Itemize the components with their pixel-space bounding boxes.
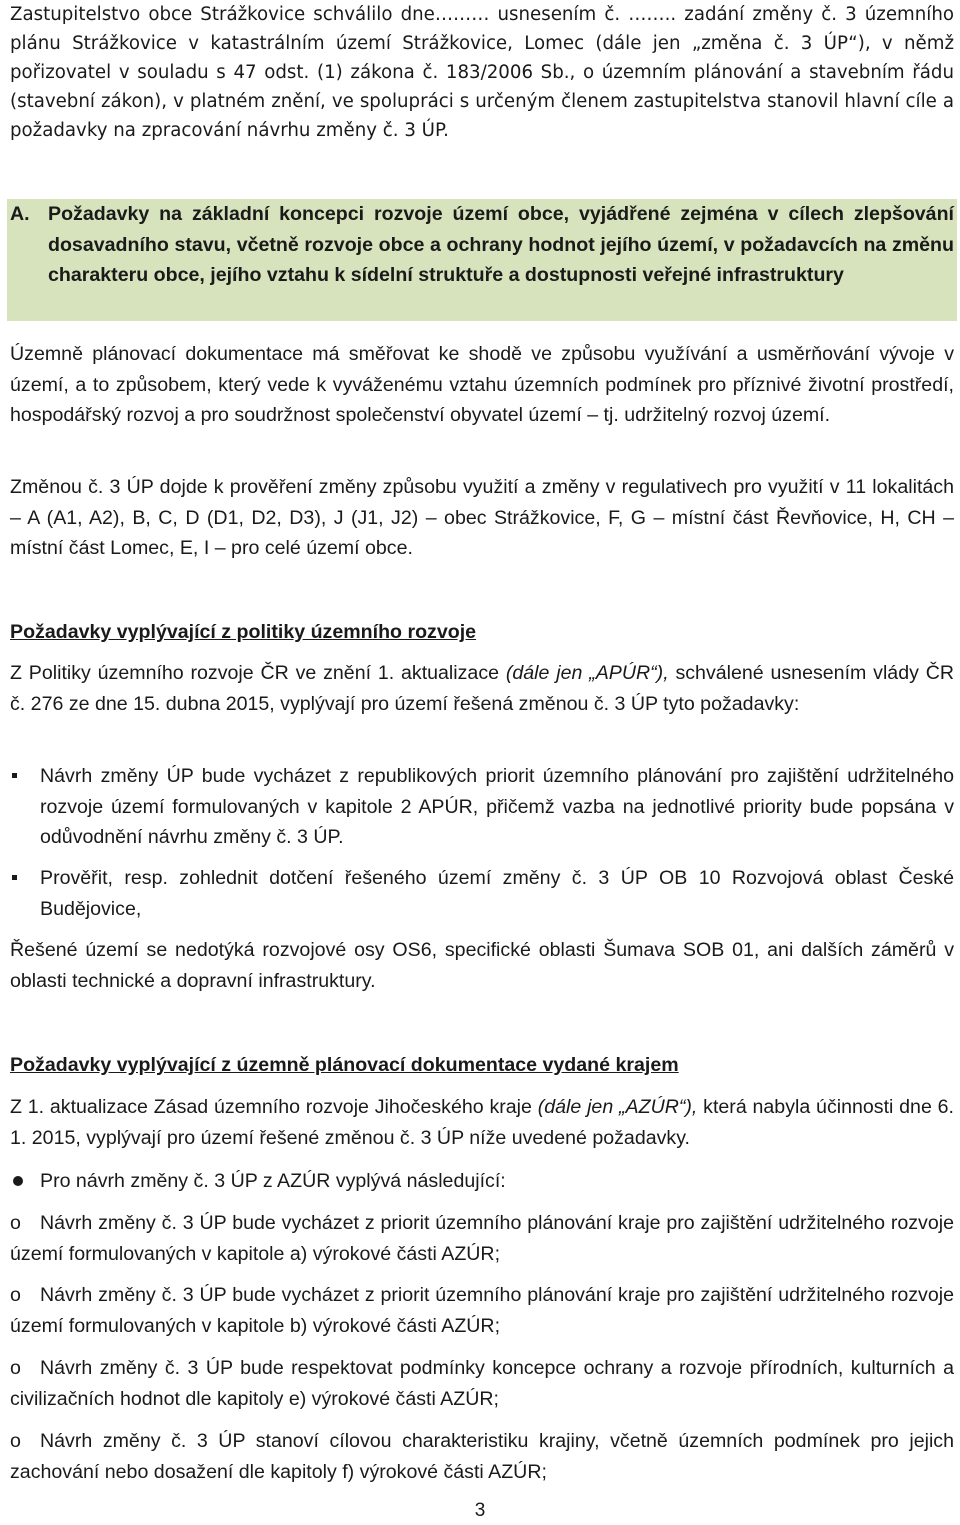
list-item: Prověřit, resp. zohlednit dotčení řešeného území změny č. 3 ÚP OB 10 Rozvojová oblast České Budějovice,	[10, 863, 954, 924]
paragraph-os6: Řešené území se nedotýká rozvojové osy OS6, specifické oblasti Šumava SOB 01, ani dalších záměrů v oblasti technické a dopravní infrastruktury.	[10, 939, 954, 992]
square-bullet-icon	[12, 773, 17, 778]
intro-paragraph: Zastupitelstvo obce Strážkovice schválilo dne……… usnesením č. …….. zadání změny č. 3 územního plánu Strážkovice v katastrálním území Strážkovice, Lomec (dále jen „změna č. 3 ÚP“), v němž pořizovatel v souladu s 47 odst. (1) zákona č. 183/2006 Sb., o územním plánování a stavebním řádu (stavební zákon), v platném znění, ve spolupráci s určeným členem zastupitelstva stanovil hlavní cíle a požadavky na zpracování návrhu změny č. 3 ÚP.	[10, 4, 954, 141]
section-a-label: A.	[10, 203, 30, 225]
list-item: Návrh změny ÚP bude vycházet z republikových priorit územního plánování pro zajištění udržitelného rozvoje území formulovaných v kapitole 2 APÚR, přičemž vazba na jednotlivé priority bude popsána v odůvodnění návrhu změny č. 3 ÚP.	[10, 761, 954, 853]
page-number: 3	[474, 1500, 486, 1521]
square-bullet-icon	[12, 875, 17, 880]
apur-abbreviation: (dále jen „APÚR“),	[505, 662, 669, 684]
paragraph-azur: Z 1. aktualizace Zásad územního rozvoje Jihočeského kraje (dále jen „AZÚR“), která nabyla účinnosti dne 6. 1. 2015, vyplývají pro území řešené změnou č. 3 ÚP níže uvedené požadavky.	[10, 1096, 954, 1149]
paragraph-apur: Z Politiky územního rozvoje ČR ve znění 1. aktualizace (dále jen „APÚR“), schválené usnesením vlády ČR č. 276 ze dne 15. dubna 2015, vyplývají pro území řešená změnou č. 3 ÚP tyto požadavky:	[10, 662, 955, 715]
heading-regional-requirements: Požadavky vyplývající z územně plánovací dokumentace vydané krajem	[10, 1054, 679, 1076]
round-bullet-icon	[13, 1176, 23, 1186]
paragraph-localities: Změnou č. 3 ÚP dojde k prověření změny způsobu využití a změny v regulativech pro využití v 11 lokalitách – A (A1, A2), B, C, D (D1, D2, D3), J (J1, J2) – obec Strážkovice, F, G – místní část Řevňovice, H, CH – místní část Lomec, E, I – pro celé území obce.	[10, 476, 954, 559]
list-item: o Návrh změny č. 3 ÚP bude vycházet z priorit územního plánování kraje pro zajištění udržitelného rozvoje území formulovaných v kapitole b) výrokové části AZÚR;	[10, 1280, 954, 1341]
heading-policy-requirements: Požadavky vyplývající z politiky územního rozvoje	[10, 621, 477, 643]
section-a-title: Požadavky na základní koncepci rozvoje území obce, vyjádřené zejména v cílech zlepšování dosavadního stavu, včetně rozvoje obce a ochrany hodnot jejího území, v požadavcích na změnu charakteru obce, jejího vztahu k sídelní struktuře a dostupnosti veřejné infrastruktury	[48, 203, 954, 286]
list-item: o Návrh změny č. 3 ÚP stanoví cílovou charakteristiku krajiny, včetně územních podmínek pro jejich zachování nebo dosažení dle kapitoly f) výrokové části AZÚR;	[10, 1426, 954, 1487]
o-bullet: o	[10, 1430, 21, 1452]
o-bullet: o	[10, 1212, 21, 1234]
o-bullet: o	[10, 1284, 21, 1306]
list-item: o Návrh změny č. 3 ÚP bude vycházet z priorit územního plánování kraje pro zajištění udržitelného rozvoje území formulovaných v kapitole a) výrokové části AZÚR;	[10, 1208, 954, 1269]
paragraph-sustainable-development: Územně plánovací dokumentace má směřovat ke shodě ve způsobu využívání a usměrňování vývoje v území, a to způsobem, který vede k vyváženému vztahu územních podmínek pro příznivé životní prostředí, hospodářský rozvoj a pro soudržnost společenství obyvatel území – tj. udržitelný rozvoj území.	[10, 343, 954, 426]
list-item: o Návrh změny č. 3 ÚP bude respektovat podmínky koncepce ochrany a rozvoje přírodních, kulturních a civilizačních hodnot dle kapitoly e) výrokové části AZÚR;	[10, 1353, 954, 1414]
o-bullet: o	[10, 1357, 21, 1379]
list-item: Pro návrh změny č. 3 ÚP z AZÚR vyplývá následující:	[10, 1166, 954, 1197]
azur-abbreviation: (dále jen „AZÚR“),	[537, 1096, 698, 1118]
